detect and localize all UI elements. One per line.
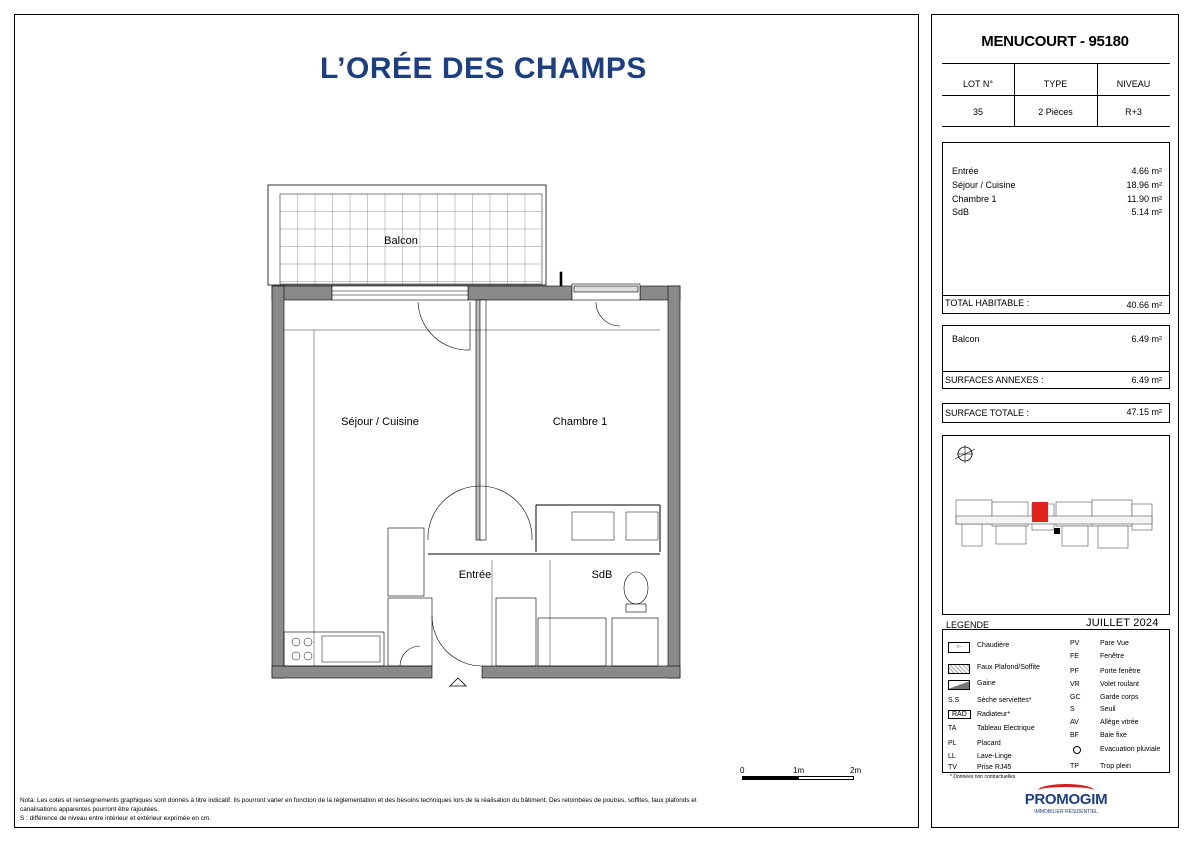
legend-left-code: TA [948, 725, 957, 732]
room-name: Séjour / Cuisine [952, 180, 1016, 190]
legend-left-label: Chaudière [977, 642, 1010, 649]
legend-right-label: Evacuation pluviale [1100, 746, 1161, 753]
soffit-icon [948, 664, 970, 674]
room-area: 18.96 m² [1126, 180, 1162, 190]
building-key-plan [952, 494, 1162, 554]
total-label: SURFACE TOTALE : [945, 408, 1030, 418]
room-area: 5.14 m² [1131, 207, 1162, 217]
legend-left-label: Gaine [977, 680, 996, 687]
legend-left-label: Prise RJ45 [977, 764, 1012, 771]
niveau-value: R+3 [1125, 107, 1142, 117]
entrance-arrow-icon [450, 678, 466, 686]
room-label-balcon: Balcon [384, 235, 418, 247]
lot-table [942, 64, 1170, 127]
lot-value: 35 [972, 107, 983, 117]
legend-right-code: GC [1070, 694, 1081, 701]
project-title: L’ORÉE DES CHAMPS [320, 52, 647, 85]
room-label-entree: Entrée [458, 569, 492, 581]
boiler-icon: ○· [948, 642, 970, 653]
legend-right-label: Porte fenêtre [1100, 668, 1141, 675]
legend-right-label: Volet roulant [1100, 681, 1139, 688]
legend-title: LEGENDE [946, 620, 990, 630]
legend-right-label: Fenêtre [1100, 653, 1125, 660]
legend-right-label: Baie fixe [1100, 732, 1127, 739]
legend-right-label: Garde corps [1100, 694, 1139, 701]
legend-left-code: S.S [948, 697, 960, 704]
legend-left-code: PL [948, 740, 957, 747]
legend-right-code: S [1070, 706, 1075, 713]
rain-drain-icon [1073, 746, 1081, 754]
disclaimer-note [20, 796, 910, 823]
legend-left-code: LL [948, 753, 956, 760]
brand-name: PROMOGIM [1024, 791, 1108, 808]
room-area: 11.90 m² [1127, 194, 1162, 204]
legend-right-code: PV [1070, 640, 1080, 647]
total-habitable-value: 40.66 m² [1126, 300, 1162, 310]
scale-label-1m: 1m [793, 766, 805, 775]
legend-right-label: Trop plein [1100, 763, 1131, 770]
niveau-header: NIVEAU [1116, 79, 1151, 89]
doors [400, 272, 620, 666]
total-value: 47.15 m² [1126, 407, 1162, 417]
partitions [284, 505, 660, 666]
scale-label-2m: 2m [850, 766, 862, 775]
legend-right-label: Pare Vue [1100, 640, 1129, 647]
legend-right-label: Seuil [1100, 706, 1116, 713]
legend-right-label: Allège vitrée [1100, 719, 1139, 726]
total-habitable-label: TOTAL HABITABLE : [945, 298, 1030, 308]
scale-bar [740, 766, 865, 786]
city-header: MENUCOURT - 95180 [981, 33, 1129, 50]
legend-left-label: Lave-Linge [977, 753, 1012, 760]
legend-left-label: Placard [977, 740, 1001, 747]
legend-left [946, 636, 1066, 771]
room-area: 4.66 m² [1131, 166, 1162, 176]
annex-area: 6.49 m² [1131, 334, 1162, 344]
legend-left-label: Sèche serviettes* [977, 697, 1032, 704]
room-name: Chambre 1 [952, 194, 997, 204]
note-line-1: Nota: Les cotes et renseignements graphiques sont donnés à titre indicatif. Ils pourront varier en fonction de la réglementation et des besoins techniques lors de la réalisation du bâtiment. Des retombées de poutres, soffites, faux plafonds et [20, 797, 697, 804]
compass-icon [953, 443, 977, 465]
legend-right-code: PF [1070, 668, 1079, 675]
legend-footnote: * Données non contractuelles [950, 774, 1016, 780]
legend-date: JUILLET 2024 [1086, 617, 1159, 629]
type-header: TYPE [1043, 79, 1068, 89]
lot-highlight [1032, 502, 1048, 522]
legend-right-code: FE [1070, 653, 1079, 660]
legend-right-code: TP [1070, 763, 1079, 770]
room-label-sejour: Séjour / Cuisine [341, 416, 419, 428]
annex-name: Balcon [952, 334, 980, 344]
legend-left-code: TV [948, 764, 957, 771]
legend-left-label: Faux Plafond/Soffite [977, 664, 1040, 671]
note-line-3: S : différence de niveau entre intérieur et extérieur exprimée en cm. [20, 815, 211, 822]
annexes-label: SURFACES ANNEXES : [945, 375, 1044, 385]
legend-right-code: BF [1070, 732, 1079, 739]
legend-left-label: Tableau Electrique [977, 725, 1035, 732]
dimension-lines [284, 330, 660, 666]
floor-plan [260, 180, 690, 700]
room-label-sdb: SdB [591, 569, 613, 581]
scale-label-0: 0 [740, 766, 745, 775]
type-value: 2 Pièces [1038, 107, 1073, 117]
lot-header: LOT N° [963, 79, 993, 89]
legend-right [1070, 636, 1170, 771]
legend-right-code: AV [1070, 719, 1079, 726]
room-label-chambre: Chambre 1 [552, 416, 608, 428]
room-name: Entrée [952, 166, 979, 176]
legend-left-label: Radiateur* [977, 711, 1011, 718]
note-line-2: canalisations apparentes pourront être rajoutées. [20, 806, 159, 813]
promogim-logo [1020, 784, 1112, 820]
room-name: SdB [952, 207, 970, 217]
brand-tagline: IMMOBILIER RÉSIDENTIEL [1034, 809, 1098, 815]
legend-right-code: VR [1070, 681, 1080, 688]
legend-left-code: RAD [948, 710, 971, 719]
annexes-value: 6.49 m² [1131, 375, 1162, 385]
gaine-icon [948, 680, 970, 690]
walls [272, 286, 680, 678]
